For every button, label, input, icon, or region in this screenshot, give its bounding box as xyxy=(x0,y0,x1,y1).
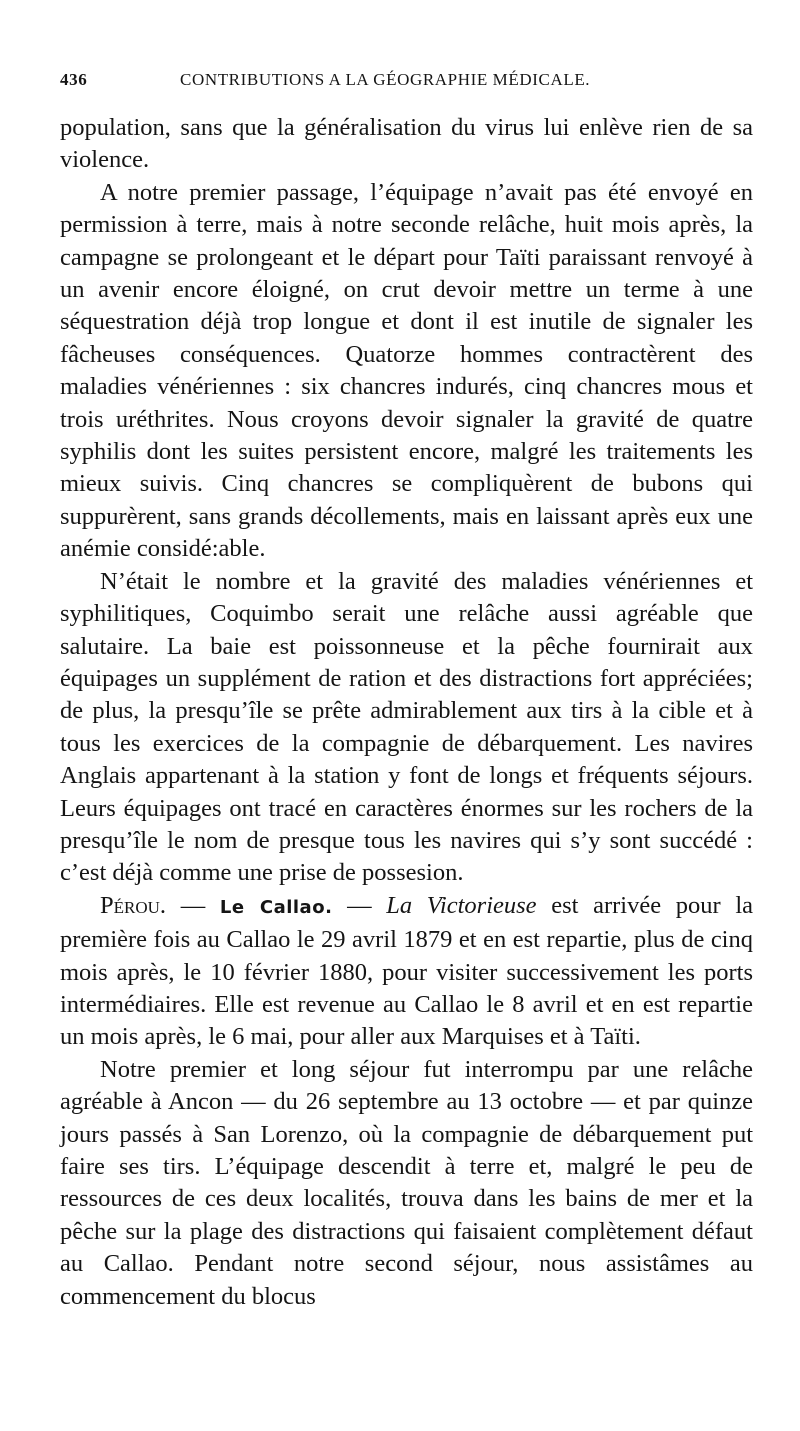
running-head xyxy=(60,70,753,112)
ship-name: La Victorieuse xyxy=(386,891,537,919)
paragraph-3: N’était le nombre et la gravité des maladies vénériennes et syphilitiques, Coquimbo serait une relâche aussi agréable que salutaire. La baie est poissonneuse et la pêche fournirait aux équipages un supplément de ration et des distractions fort appréciées; de plus, la presqu’île se prête admirablement aux tirs à la cible et à tous les exercices de la compagnie de débarquement. Les navires Anglais appartenant à la station y font de longs et fréquents séjours. Leurs équipages ont tracé en caractères énormes sur les rochers de la presqu’île le nom de presque tous les navires qui s’y sont succédé : c’est déjà comme une prise de possesion. xyxy=(60,567,753,887)
paragraph-1: population, sans que la généralisation du virus lui enlève rien de sa violence. xyxy=(60,114,753,174)
paragraph-4 xyxy=(60,890,753,1054)
running-title: CONTRIBUTIONS A LA GÉOGRAPHIE MÉDICALE. xyxy=(180,70,591,89)
page-number: 436 xyxy=(60,70,88,89)
page xyxy=(60,70,753,1313)
paragraph-5: Notre premier et long séjour fut interrompu par une relâche agréable à Ancon — du 26 septembre au 13 octobre — et par quinze jours passés à San Lorenzo, où la compagnie de débarquement put faire ses tirs. L’équipage descendit à terre et, malgré le peu de ressources de ces deux localités, trouva dans les bains de mer et la pêche sur la plage des distractions qui faisaient complètement défaut au Callao. Pendant notre second séjour, nous assistâmes au commencement du blocus xyxy=(60,1055,753,1310)
section-place: Le Callao. xyxy=(219,896,333,918)
section-dash: — xyxy=(347,891,372,919)
paragraph-4-text: est arrivée pour la première fois au Callao le 29 avril 1879 et en est repartie, plus de cinq mois après, le 10 février 1880, pour visiter successivement les ports intermédiaires. Elle est revenue au Callao le 8 avril et en est repartie un mois après, le 6 mai, pour aller aux Marquises et à Taïti. xyxy=(60,891,754,1051)
paragraph-2: A notre premier passage, l’équipage n’avait pas été envoyé en permission à terre, mais à notre seconde relâche, huit mois après, la campagne se prolongeant et le départ pour Taïti paraissant renvoyé à un avenir encore éloigné, on crut devoir mettre un terme à une séquestration déjà trop longue et dont il est inutile de signaler les fâcheuses conséquences. Quatorze hommes contractèrent des maladies vénériennes : six chancres indurés, cinq chancres mous et trois uréthrites. Nous croyons devoir signaler la gravité de quatre syphilis dont les suites persistent encore, malgré les traitements les mieux suivis. Cinq chancres se compliquèrent de bubons qui suppurèrent, sans grands décollements, mais en laissant après eux une anémie considé:able. xyxy=(60,178,753,563)
section-country: Pérou. — xyxy=(100,891,206,919)
